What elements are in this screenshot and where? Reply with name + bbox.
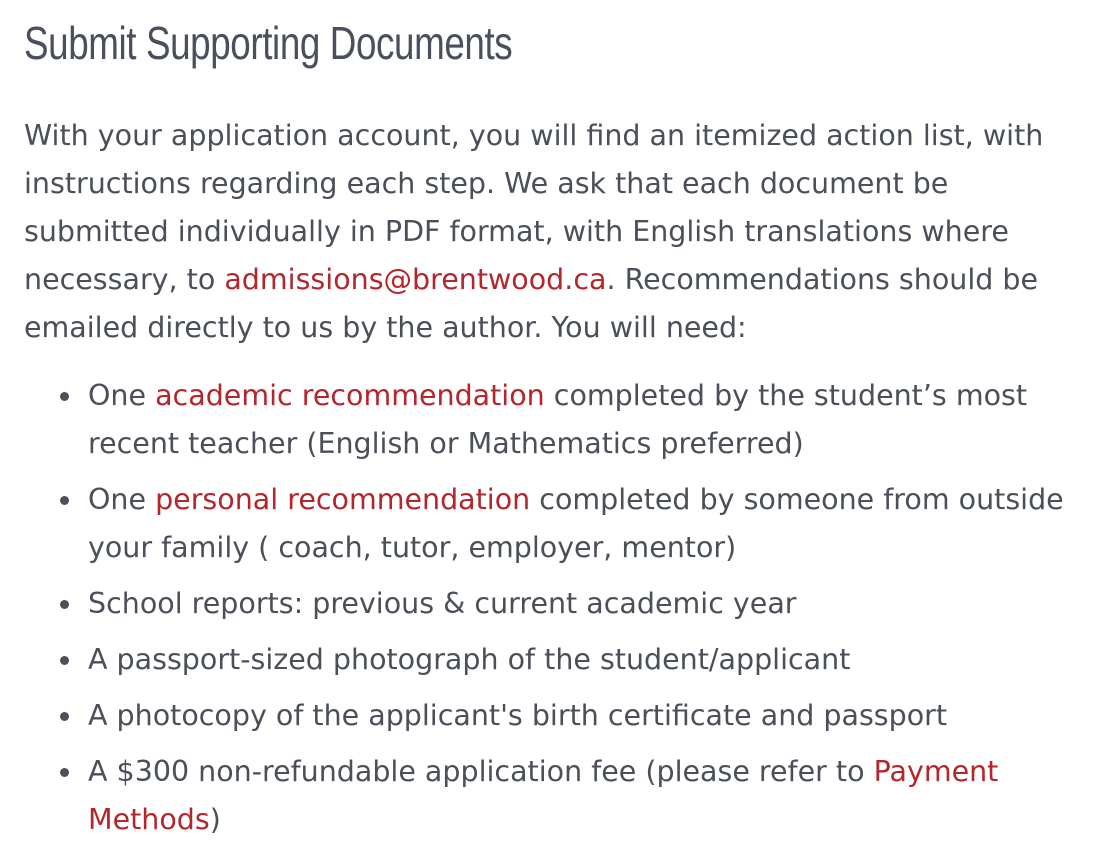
- personal-recommendation-link[interactable]: personal recommendation: [155, 483, 531, 516]
- requirements-list: [24, 372, 1096, 844]
- list-item-academic-recommendation: [88, 372, 1096, 468]
- intro-paragraph: [24, 112, 1096, 352]
- list-item-prefix: One: [88, 483, 156, 516]
- list-item-prefix: A $300 non-refundable application fee (please refer to: [88, 755, 874, 788]
- bullet-icon: [60, 656, 69, 665]
- list-item-suffix: ): [209, 803, 221, 836]
- payment-methods-link[interactable]: Payment Methods: [88, 755, 999, 836]
- list-item-prefix: One: [88, 379, 156, 412]
- admissions-email-link[interactable]: admissions@brentwood.ca: [224, 263, 607, 296]
- section-heading: Submit Supporting Documents: [24, 17, 513, 69]
- list-item-application-fee: [88, 748, 1096, 844]
- list-item-suffix: completed by someone from outside your family ( coach, tutor, employer, mentor): [88, 483, 1064, 564]
- list-item-text: School reports: previous & current academic year: [88, 587, 797, 620]
- list-item-school-reports: [88, 580, 1096, 628]
- bullet-icon: [60, 768, 69, 777]
- bullet-icon: [60, 496, 69, 505]
- list-item-text: A photocopy of the applicant's birth certificate and passport: [88, 699, 948, 732]
- academic-recommendation-link[interactable]: academic recommendation: [155, 379, 545, 412]
- intro-text-after-link: . Recommendations should be emailed directly to us by the author. You will need:: [24, 263, 1039, 344]
- list-item-personal-recommendation: [88, 476, 1096, 572]
- intro-text-before-link: With your application account, you will find an itemized action list, with instructions regarding each step. We ask that each document be submitted individually in PDF format, with English translations where necessary, to: [24, 119, 1044, 296]
- list-item-photograph: [88, 636, 1096, 684]
- list-item-birth-certificate: [88, 692, 1096, 740]
- list-item-text: A passport-sized photograph of the student/applicant: [88, 643, 851, 676]
- list-item-suffix: completed by the student’s most recent teacher (English or Mathematics preferred): [88, 379, 1028, 460]
- bullet-icon: [60, 600, 69, 609]
- supporting-documents-section: [24, 14, 1096, 852]
- bullet-icon: [60, 392, 69, 401]
- bullet-icon: [60, 712, 69, 721]
